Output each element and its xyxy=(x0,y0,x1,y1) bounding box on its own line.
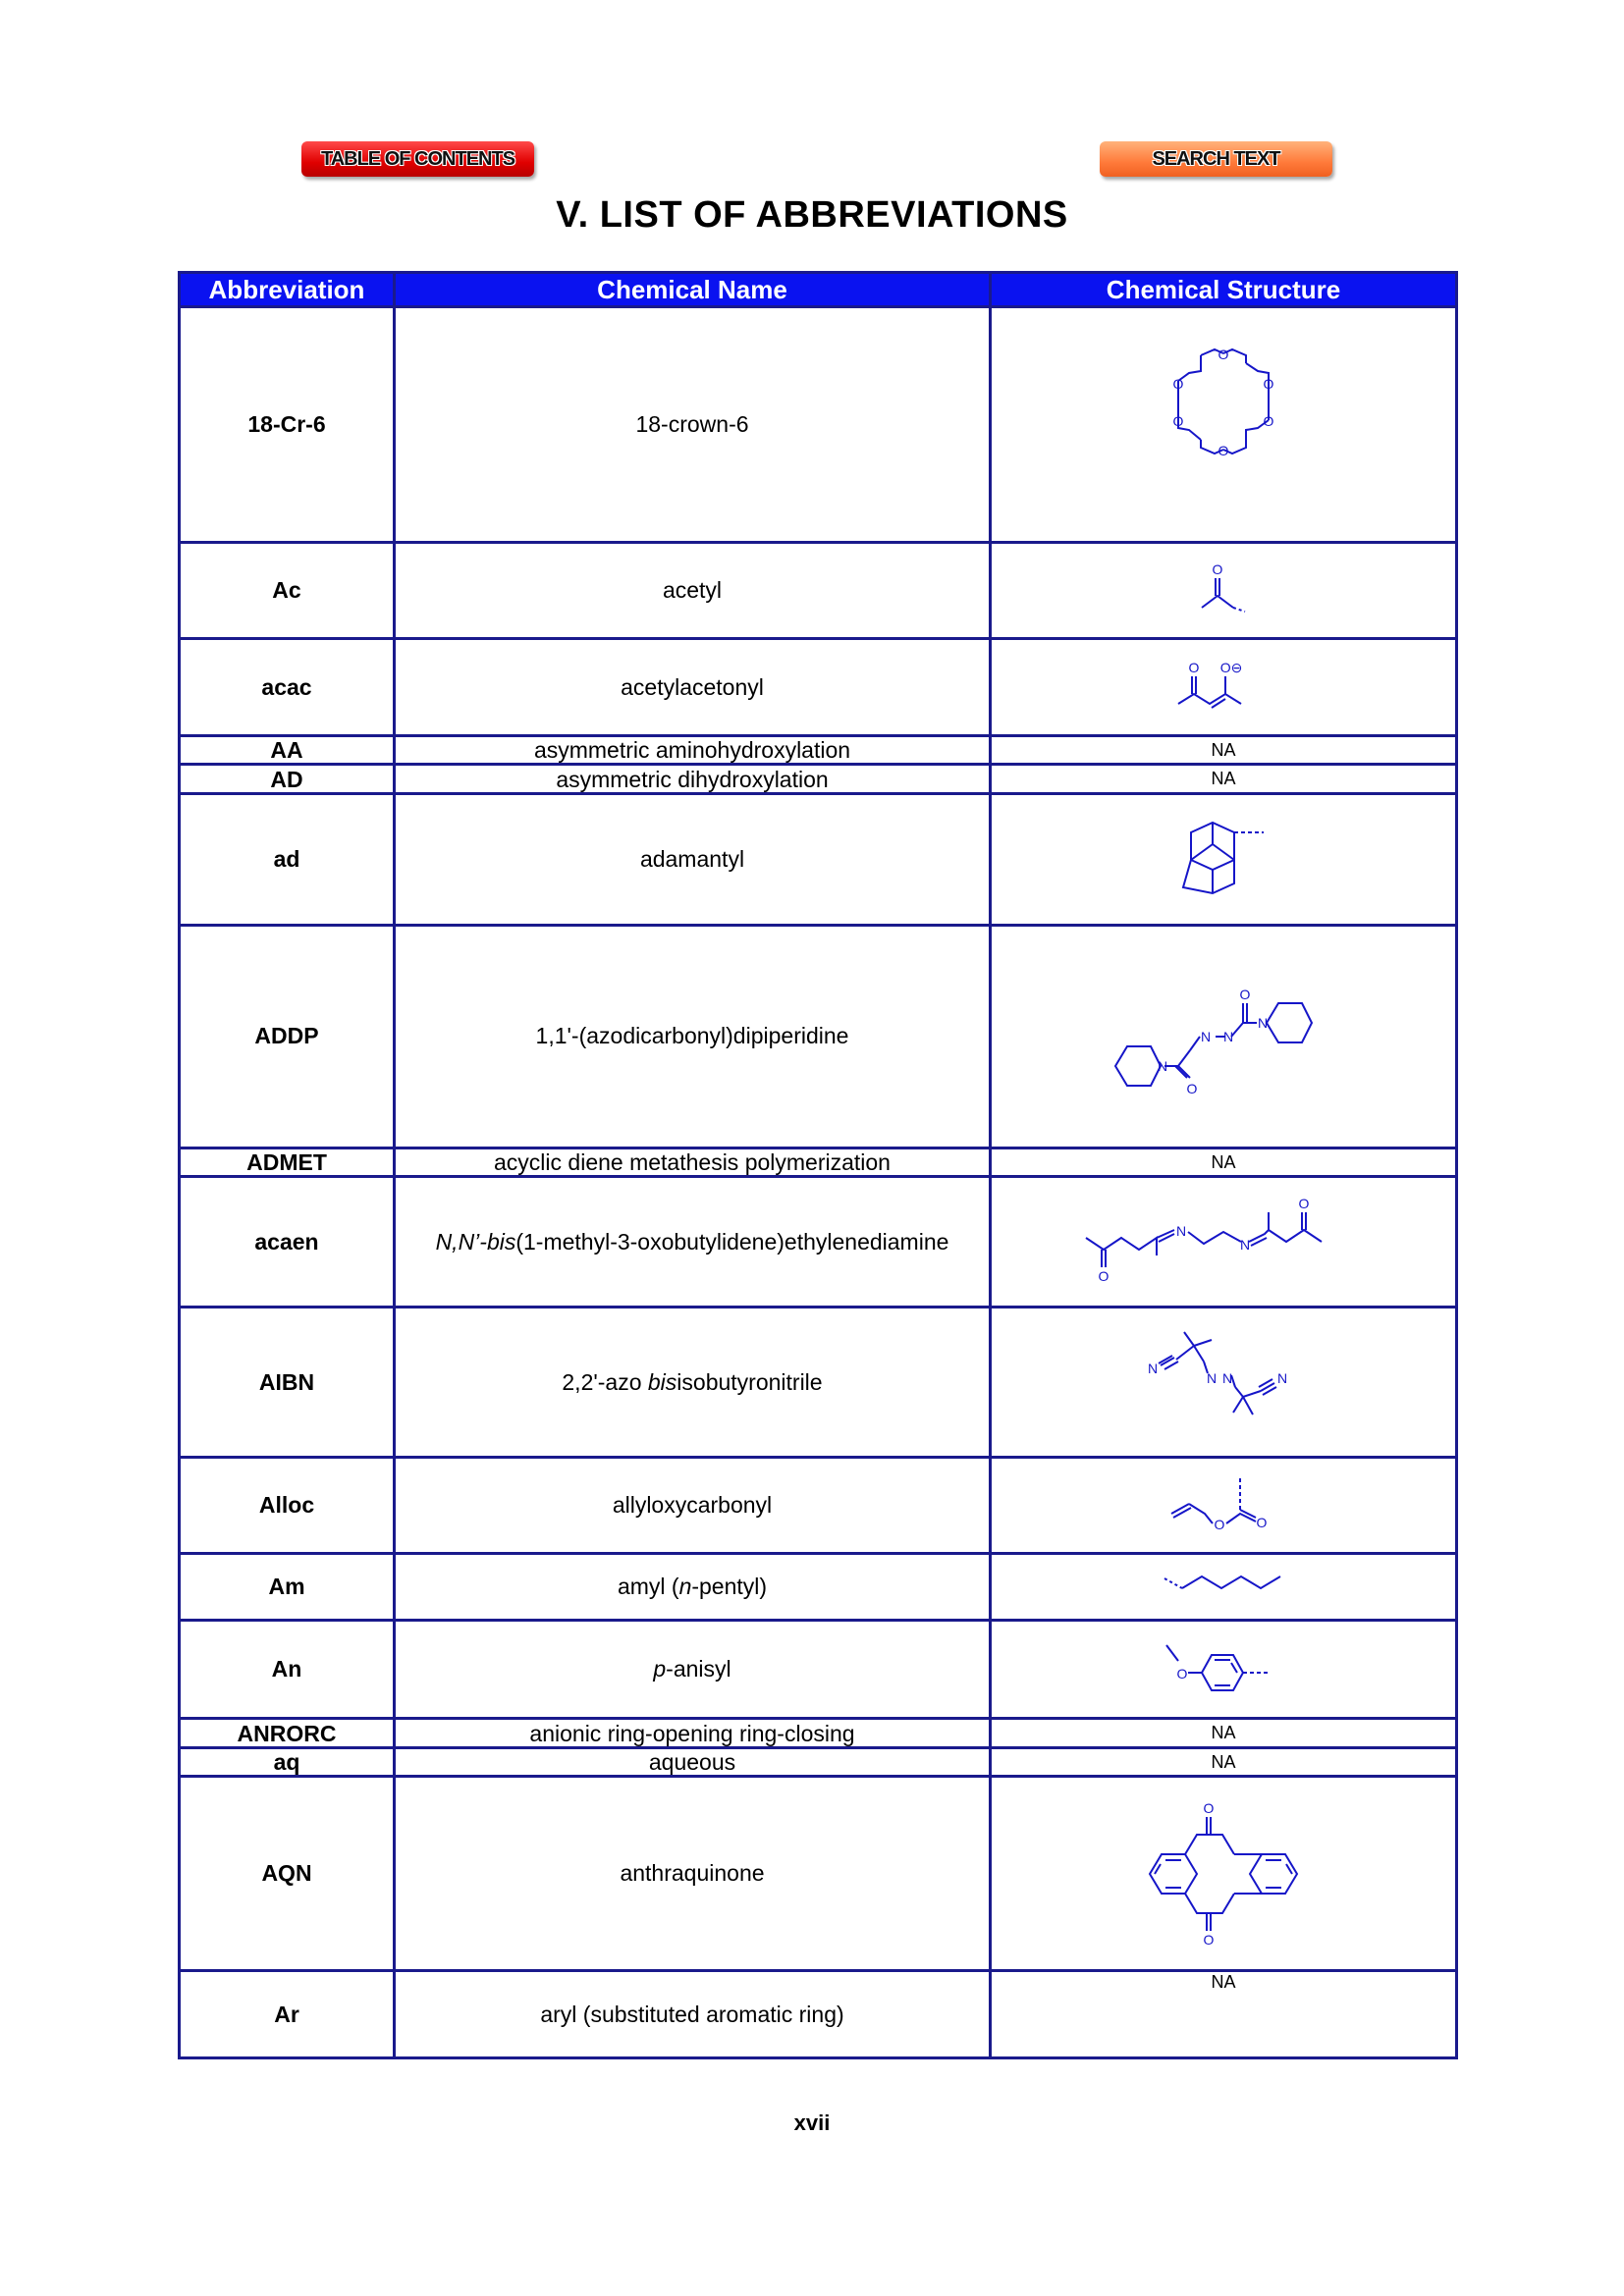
amyl-structure xyxy=(1155,1567,1292,1606)
table-row xyxy=(180,736,1457,765)
chemical-name-italic: bis xyxy=(647,1368,677,1395)
chemical-name-cell: asymmetric dihydroxylation xyxy=(395,765,991,793)
chemical-name-text: -anisyl xyxy=(666,1656,731,1682)
alloc-structure xyxy=(1150,1467,1297,1545)
chemical-structure-cell xyxy=(991,1776,1457,1970)
abbreviation-cell: ANRORC xyxy=(180,1719,395,1747)
abbreviation-cell: acac xyxy=(180,639,395,736)
column-header-chemical-name: Chemical Name xyxy=(395,273,991,307)
table-row xyxy=(180,793,1457,925)
oxygen-label: O xyxy=(1218,443,1229,459)
crown-ether-structure xyxy=(1140,346,1307,503)
table-row xyxy=(180,1776,1457,1970)
aibn-structure xyxy=(1125,1318,1322,1446)
chemical-name-cell: aqueous xyxy=(395,1747,991,1776)
nitrogen-label: N xyxy=(1175,1223,1187,1240)
nitrogen-label: N xyxy=(1221,1370,1233,1387)
chemical-name-italic: N,N’-bis xyxy=(435,1228,516,1255)
chemical-structure-cell xyxy=(991,1620,1457,1719)
oxygen-label: O xyxy=(1203,1931,1215,1948)
oxygen-label: O xyxy=(1203,1799,1215,1816)
nitrogen-label: N xyxy=(1147,1361,1159,1377)
oxygen-label: O xyxy=(1176,1665,1188,1682)
nitrogen-label: N xyxy=(1239,1237,1251,1254)
table-row xyxy=(180,1458,1457,1554)
abbreviation-cell: ad xyxy=(180,793,395,925)
oxygen-label: O xyxy=(1212,561,1223,577)
oxygen-label: O xyxy=(1218,347,1229,363)
chemical-structure-cell xyxy=(991,639,1457,736)
abbreviation-cell: acaen xyxy=(180,1177,395,1308)
chemical-name-text: amyl ( xyxy=(617,1573,679,1599)
column-header-chemical-structure: Chemical Structure xyxy=(991,273,1457,307)
chemical-structure-cell: NA xyxy=(991,765,1457,793)
chemical-structure-cell: NA xyxy=(991,1971,1457,2058)
chemical-name-cell xyxy=(395,1620,991,1719)
abbreviation-cell: An xyxy=(180,1620,395,1719)
chemical-structure-cell xyxy=(991,925,1457,1148)
chemical-structure-cell: NA xyxy=(991,1719,1457,1747)
chemical-structure-cell xyxy=(991,1308,1457,1458)
oxide-anion-label: O⊖ xyxy=(1219,660,1243,676)
chemical-name-italic: n xyxy=(678,1573,692,1599)
table-row xyxy=(180,1554,1457,1620)
chemical-name-cell: acetyl xyxy=(395,542,991,639)
oxygen-label: O xyxy=(1186,1080,1198,1096)
nitrogen-label: N xyxy=(1157,1057,1168,1074)
abbreviation-cell: AA xyxy=(180,736,395,765)
table-row xyxy=(180,542,1457,639)
chemical-name-cell: adamantyl xyxy=(395,793,991,925)
chemical-structure-cell xyxy=(991,1177,1457,1308)
addp-structure xyxy=(1096,968,1351,1105)
oxygen-label: O xyxy=(1298,1196,1310,1212)
chemical-name-text: isobutyronitrile xyxy=(677,1368,823,1395)
abbreviation-cell: Ac xyxy=(180,542,395,639)
oxygen-label: O xyxy=(1172,413,1184,430)
oxygen-label: O xyxy=(1239,986,1251,1002)
abbreviation-cell: AD xyxy=(180,765,395,793)
abbreviation-cell: 18-Cr-6 xyxy=(180,307,395,543)
abbreviation-cell: Am xyxy=(180,1554,395,1620)
chemical-structure-cell xyxy=(991,793,1457,925)
oxygen-label: O xyxy=(1263,376,1274,393)
search-text-button[interactable]: SEARCH TEXT xyxy=(1100,141,1332,177)
table-of-contents-button[interactable]: TABLE OF CONTENTS xyxy=(301,141,534,177)
table-row xyxy=(180,765,1457,793)
abbreviation-cell: Ar xyxy=(180,1971,395,2058)
acetylacetonate-structure xyxy=(1164,653,1282,721)
acetyl-structure xyxy=(1184,557,1263,625)
anthraquinone-structure xyxy=(1140,1795,1307,1952)
chemical-name-text: 2,2'-azo xyxy=(562,1368,648,1395)
chemical-name-cell: anionic ring-opening ring-closing xyxy=(395,1719,991,1747)
table-row xyxy=(180,1620,1457,1719)
nitrogen-label: N xyxy=(1222,1028,1234,1044)
chemical-name-italic: p xyxy=(653,1656,667,1682)
abbreviation-cell: ADMET xyxy=(180,1148,395,1177)
oxygen-label: O xyxy=(1256,1514,1268,1530)
chemical-name-text: -pentyl) xyxy=(691,1573,768,1599)
abbreviation-cell: AQN xyxy=(180,1776,395,1970)
table-row xyxy=(180,1308,1457,1458)
oxygen-label: O xyxy=(1172,376,1184,393)
abbreviation-cell: Alloc xyxy=(180,1458,395,1554)
page-number: xvii xyxy=(793,2110,831,2135)
anisyl-structure xyxy=(1145,1635,1302,1704)
adamantyl-structure xyxy=(1169,815,1277,903)
chemical-structure-cell xyxy=(991,542,1457,639)
chemical-name-cell: anthraquinone xyxy=(395,1776,991,1970)
acaen-structure xyxy=(1076,1193,1371,1291)
abbreviations-table xyxy=(178,271,1458,2059)
column-header-abbreviation: Abbreviation xyxy=(180,273,395,307)
abbreviation-cell: AIBN xyxy=(180,1308,395,1458)
chemical-structure-cell xyxy=(991,1554,1457,1620)
nitrogen-label: N xyxy=(1200,1028,1212,1044)
table-row xyxy=(180,1148,1457,1177)
table-row xyxy=(180,925,1457,1148)
chemical-name-cell: asymmetric aminohydroxylation xyxy=(395,736,991,765)
chemical-structure-cell: NA xyxy=(991,1747,1457,1776)
chemical-name-cell xyxy=(395,1177,991,1308)
chemical-name-cell xyxy=(395,1554,991,1620)
page-title: V. LIST OF ABBREVIATIONS xyxy=(556,194,1068,236)
chemical-structure-cell: NA xyxy=(991,1148,1457,1177)
chemical-name-cell: allyloxycarbonyl xyxy=(395,1458,991,1554)
chemical-name-cell: 18-crown-6 xyxy=(395,307,991,543)
chemical-name-cell: acyclic diene metathesis polymerization xyxy=(395,1148,991,1177)
chemical-name-cell xyxy=(395,1308,991,1458)
oxygen-label: O xyxy=(1098,1268,1110,1285)
nitrogen-label: N xyxy=(1276,1370,1288,1387)
chemical-name-cell: aryl (substituted aromatic ring) xyxy=(395,1971,991,2058)
oxygen-label: O xyxy=(1263,413,1274,430)
nitrogen-label: N xyxy=(1206,1370,1218,1387)
table-row xyxy=(180,639,1457,736)
chemical-name-cell: acetylacetonyl xyxy=(395,639,991,736)
table-header-row xyxy=(180,273,1457,307)
table-row xyxy=(180,1719,1457,1747)
table-row xyxy=(180,307,1457,543)
chemical-structure-cell xyxy=(991,1458,1457,1554)
table-row xyxy=(180,1971,1457,2058)
chemical-structure-cell xyxy=(991,307,1457,543)
abbreviation-cell: ADDP xyxy=(180,925,395,1148)
chemical-name-cell: 1,1'-(azodicarbonyl)dipiperidine xyxy=(395,925,991,1148)
abbreviation-cell: aq xyxy=(180,1747,395,1776)
chemical-structure-cell: NA xyxy=(991,736,1457,765)
table-row xyxy=(180,1747,1457,1776)
table-row xyxy=(180,1177,1457,1308)
chemical-name-text: (1-methyl-3-oxobutylidene)ethylenediamine xyxy=(515,1228,949,1255)
oxygen-label: O xyxy=(1188,660,1200,676)
nitrogen-label: N xyxy=(1257,1014,1269,1031)
oxygen-label: O xyxy=(1214,1516,1225,1532)
